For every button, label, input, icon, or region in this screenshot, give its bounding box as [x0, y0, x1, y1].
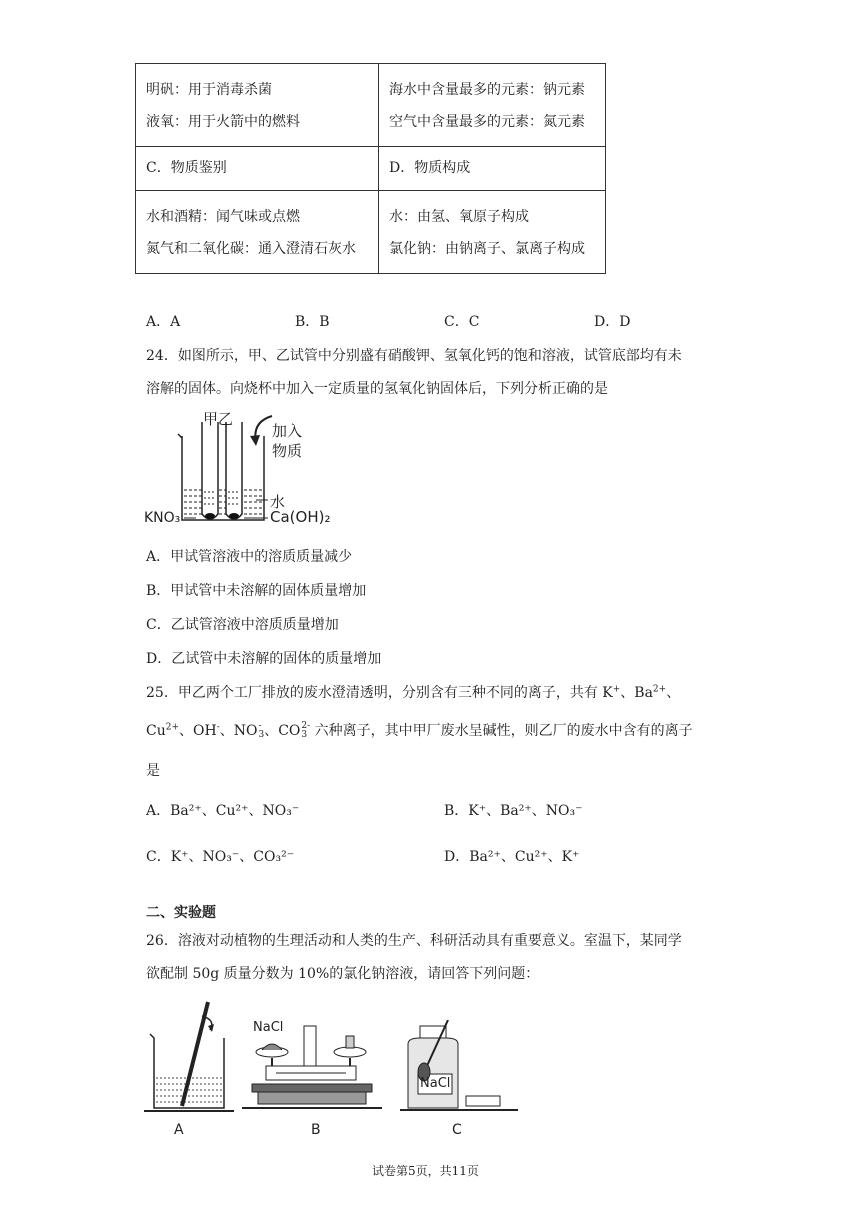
- table-cell-a: [136, 64, 379, 147]
- figure-label-water: 水: [270, 493, 286, 511]
- q25-text: 、NO: [219, 723, 258, 739]
- table-text: 水：由氢、氧原子构成: [389, 209, 529, 225]
- q23-option-b[interactable]: B．B: [295, 314, 330, 330]
- q24-option-a[interactable]: A．甲试管溶液中的溶质质量减少: [146, 549, 353, 565]
- q25-option-d[interactable]: D．Ba²⁺、Cu²⁺、K⁺: [444, 849, 580, 865]
- q23-option-a[interactable]: A．A: [146, 314, 181, 330]
- table-text: 空气中含量最多的元素：氮元素: [389, 114, 585, 130]
- reagent-bottle-figure: [400, 1020, 520, 1116]
- table-cell-d: [379, 191, 606, 274]
- figure-b-nacl-label: NaCl: [253, 1020, 284, 1035]
- beaker-stirring-figure: [142, 1000, 236, 1140]
- section-heading: 二、实验题: [146, 905, 216, 921]
- table-cell-b: [379, 64, 606, 147]
- q26-stem-line2: 欲配制 50g 质量分数为 10%的氯化钠溶液，请回答下列问题：: [146, 966, 540, 982]
- table-text: 液氧：用于火箭中的燃料: [146, 114, 300, 130]
- q25-stem-line2: $Cu^{2+}$、OH-、NO - 3 、CO 2- 3 六种离子，其中甲厂废水呈碱性，则乙厂的废水中含有的离子: [146, 721, 693, 740]
- figure-label-c: C: [452, 1122, 462, 1138]
- table-text: 海水中含量最多的元素：钠元素: [389, 82, 585, 98]
- q25-text: 25．甲乙两个工厂排放的废水澄清透明，分别含有三种不同的离子，共有 K: [146, 685, 613, 701]
- figure-label-substance: 物质: [272, 442, 303, 460]
- table-cell-c: [136, 191, 379, 274]
- q25-text: 、OH: [179, 723, 217, 739]
- q24-option-b[interactable]: B．甲试管中未溶解的固体质量增加: [146, 583, 367, 599]
- q25-text: 、: [666, 685, 681, 701]
- q25-stem-line3: 是: [146, 763, 160, 779]
- q24-stem-line1: 24．如图所示，甲、乙试管中分别盛有硝酸钾、氢氧化钙的饱和溶液，试管底部均有未: [146, 348, 682, 364]
- figure-label-b: B: [311, 1122, 321, 1138]
- q25-text: 、CO: [264, 723, 301, 739]
- q26-stem-line1: 26．溶液对动植物的生理活动和人类的生产、科研活动具有重要意义。室温下，某同学: [146, 933, 682, 949]
- q25-stem-line1: 25．甲乙两个工厂排放的废水澄清透明，分别含有三种不同的离子，共有 K+、$Ba^{2+}$、: [146, 684, 681, 701]
- q24-stem-line2: 溶解的固体。向烧杯中加入一定质量的氢氧化钠固体后，下列分析正确的是: [146, 381, 608, 397]
- q23-option-c[interactable]: C．C: [444, 314, 480, 330]
- table-header-c: C．物质鉴别: [136, 147, 379, 191]
- table-header-d: D．物质构成: [379, 147, 606, 191]
- q23-option-d[interactable]: D．D: [594, 314, 631, 330]
- table-text: 氮气和二氧化碳：通入澄清石灰水: [146, 241, 356, 257]
- q25-option-a[interactable]: A．Ba²⁺、Cu²⁺、NO₃⁻: [146, 803, 300, 819]
- q25-option-c[interactable]: C．K⁺、NO₃⁻、CO₃²⁻: [146, 849, 295, 865]
- figure-c-nacl-label: NaCl: [420, 1076, 451, 1091]
- table-text: 明矾：用于消毒杀菌: [146, 82, 272, 98]
- table-text: 水和酒精：闻气味或点燃: [146, 209, 300, 225]
- q24-option-d[interactable]: D．乙试管中未溶解的固体的质量增加: [146, 651, 382, 667]
- q24-option-c[interactable]: C．乙试管溶液中溶质质量增加: [146, 617, 339, 633]
- figure-label-add: 加入: [272, 422, 303, 440]
- options-table: [135, 63, 606, 274]
- figure-label-jia-yi: 甲乙: [203, 410, 234, 428]
- q25-text: 、Ba: [620, 685, 653, 701]
- q25-option-b[interactable]: B．K⁺、Ba²⁺、NO₃⁻: [444, 803, 583, 819]
- figure-label-a: A: [174, 1122, 184, 1138]
- figure-label-kno3: KNO₃: [144, 510, 181, 526]
- page-footer: 试卷第5页，共11页: [372, 1164, 479, 1178]
- q25-text: 六种离子，其中甲厂废水呈碱性，则乙厂的废水中含有的离子: [314, 723, 693, 739]
- q25-text: Cu: [146, 723, 166, 739]
- figure-label-caoh2: Ca(OH)₂: [270, 508, 331, 526]
- table-text: 氯化钠：由钠离子、氯离子构成: [389, 241, 585, 257]
